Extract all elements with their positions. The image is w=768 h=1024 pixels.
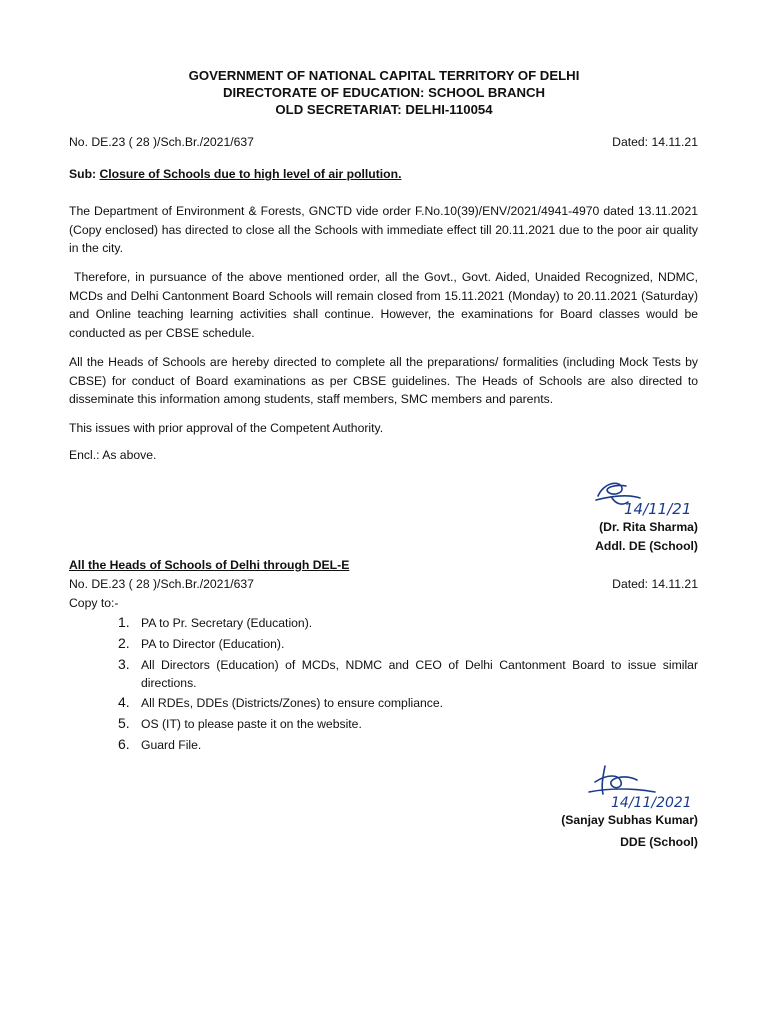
copy-item-number: 5. — [118, 715, 130, 731]
addressee-line: All the Heads of Schools of Delhi through DEL-E — [69, 558, 350, 572]
signature-1-date: 14/11/21 — [624, 500, 692, 518]
subject-text: Closure of Schools due to high level of air pollution. — [99, 167, 402, 181]
header-line-2: DIRECTORATE OF EDUCATION: SCHOOL BRANCH — [222, 85, 546, 100]
copy-item: PA to Pr. Secretary (Education). — [141, 616, 313, 630]
copy-item-number: 1. — [118, 614, 130, 630]
reference-date: Dated: 14.11.21 — [612, 135, 698, 149]
body-paragraph-2: Therefore, in pursuance of the above mentioned order, all the Govt., Govt. Aided, Unaided Recognized, NDMC, MCDs and Delhi Cantonment Board Schools will remain closed from 15.11.2021 (Monday) to 20.11.2021 (Saturday) and Online teaching learning activities shall continue. However, the examinations for Board classes would be conducted as per CBSE schedule. — [69, 270, 702, 340]
copy-to-label: Copy to:- — [69, 596, 119, 610]
header-line-3: OLD SECRETARIAT: DELHI-110054 — [275, 102, 493, 117]
body-paragraph-1: The Department of Environment & Forests, GNCTD vide order F.No.10(39)/ENV/2021/4941-4970 dated 13.11.2021 (Copy enclosed) has directed to close all the Schools with immediate effect till 20.11.2021 due to the poor air quality in the city. — [69, 204, 698, 255]
subject-line — [69, 167, 401, 181]
copy-item: PA to Director (Education). — [141, 637, 285, 651]
copy-item-number: 4. — [118, 694, 130, 710]
signatory-1-name: (Dr. Rita Sharma) — [599, 520, 698, 534]
signatory-2-name: (Sanjay Subhas Kumar) — [561, 813, 698, 827]
approval-line: This issues with prior approval of the Competent Authority. — [69, 421, 384, 435]
copy-item-number: 6. — [118, 736, 130, 752]
copy-reference-number: No. DE.23 ( 28 )/Sch.Br./2021/637 — [69, 577, 254, 591]
signature-1-mark — [592, 474, 702, 518]
copy-item: OS (IT) to please paste it on the website. — [141, 717, 362, 731]
signatory-2-designation: DDE (School) — [620, 835, 698, 849]
copy-item-number: 3. — [118, 656, 130, 672]
body-paragraph-3: All the Heads of Schools are hereby directed to complete all the preparations/ formalities (including Mock Tests by CBSE) for conduct of Board examinations as per CBSE guidelines. The Heads of Schools are also directed to disseminate this information among students, staff members, SMC members and parents. — [69, 355, 698, 406]
reference-number: No. DE.23 ( 28 )/Sch.Br./2021/637 — [69, 135, 254, 149]
copy-item: All RDEs, DDEs (Districts/Zones) to ensure compliance. — [141, 696, 444, 710]
signature-2-date: 14/11/2021 — [611, 795, 692, 811]
enclosure-line: Encl.: As above. — [69, 448, 157, 462]
copy-item: Guard File. — [141, 738, 202, 752]
copy-item-number: 2. — [118, 635, 130, 651]
header-line-1: GOVERNMENT OF NATIONAL CAPITAL TERRITORY OF DELHI — [188, 68, 580, 83]
copy-reference-date: Dated: 14.11.21 — [612, 577, 698, 591]
signature-2-mark — [585, 760, 700, 812]
signatory-1-designation: Addl. DE (School) — [595, 539, 698, 553]
subject-label: Sub: — [69, 167, 97, 181]
copy-item: All Directors (Education) of MCDs, NDMC and CEO of Delhi Cantonment Board to issue similar directions. — [141, 658, 698, 690]
